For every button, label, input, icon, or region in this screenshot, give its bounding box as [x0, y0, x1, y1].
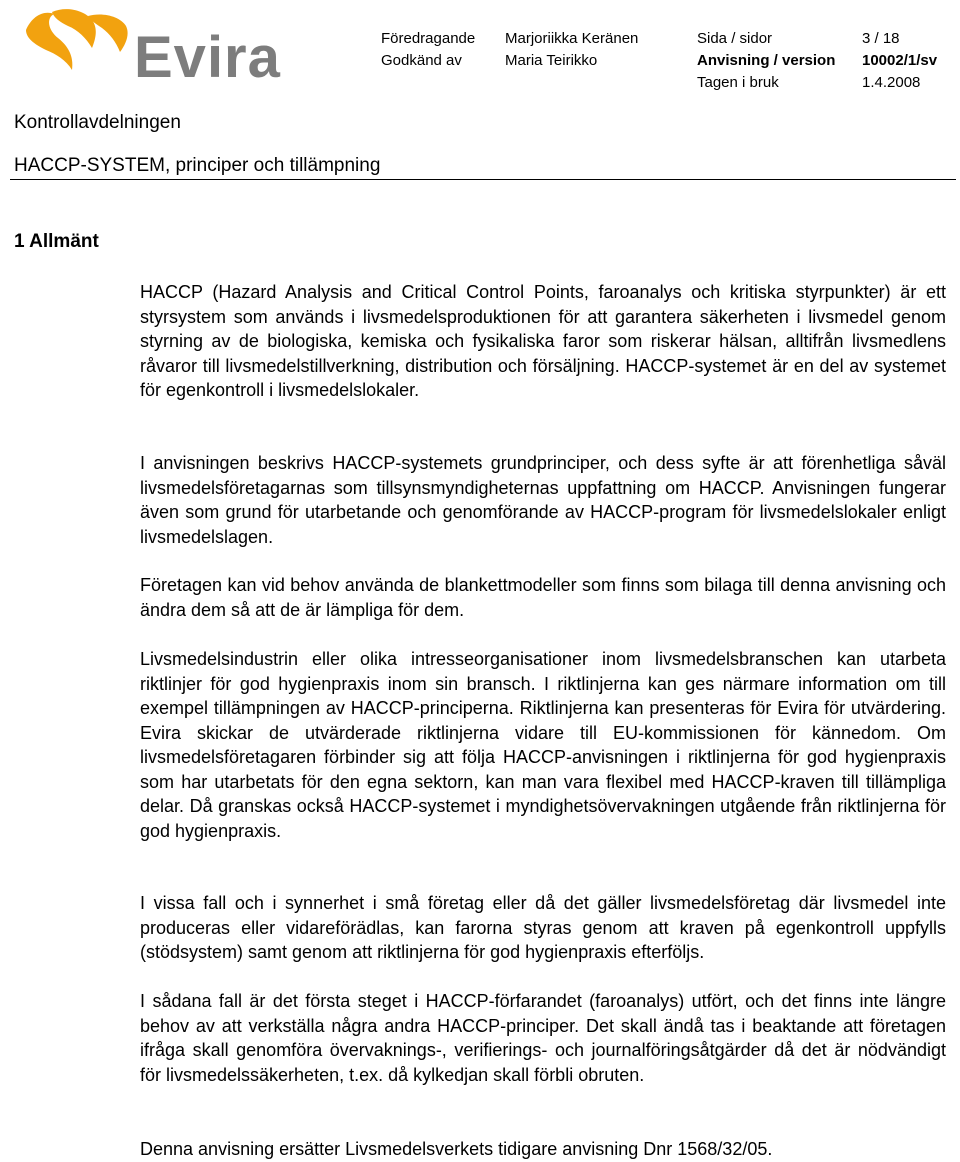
tagen-label: Tagen i bruk — [697, 74, 779, 91]
foredragande-label: Föredragande — [381, 30, 476, 47]
closing-note: Denna anvisning ersätter Livsmedelsverkets tidigare anvisning Dnr 1568/32/05. — [140, 1139, 773, 1159]
paragraph: Företagen kan vid behov använda de blankettmodeller som finns som bilaga till denna anvisning och ändra dem så att de är lämpliga för dem. — [140, 575, 946, 620]
paragraph: I vissa fall och i synnerhet i små företag eller då det gäller livsmedelsföretag där livsmedel inte produceras eller vidareförädlas, kan farorna styras genom att kraven på egenkontroll uppfylls (stödsystem) samt genom att riktlinjerna för god hygienpraxis efterföljs. — [140, 893, 946, 962]
sida-label: Sida / sidor — [697, 30, 773, 47]
foredragande-value: Marjoriikka Keränen — [505, 30, 639, 47]
document-subject: HACCP-SYSTEM, principer och tillämpning — [14, 155, 381, 176]
anvisning-label: Anvisning / version — [697, 52, 836, 69]
sida-value: 3 / 18 — [862, 30, 900, 47]
tagen-value: 1.4.2008 — [862, 74, 921, 91]
paragraph: Livsmedelsindustrin eller olika intresseorganisationer inom livsmedelsbranschen kan utarbeta riktlinjer för god hygienpraxis inom sin bransch. I riktlinjerna kan ges närmare information om till exempel tillämpningen av HACCP-principerna. Riktlinjerna kan presenteras för Evira för utvärdering. Evira skickar de utvärderade riktlinjerna vidare till EU-kommissionen för kännedom. Om livsmedelsföretagaren förbinder sig att följa HACCP-anvisningen i riktlinjerna för god hygienpraxis som har utarbetats för den egna sektorn, kan man vara flexibel med HACCP-kraven till tillämpliga delar. Då granskas också HACCP-systemet i myndighetsövervakningen utgående från riktlinjerna för god hygienpraxis. — [140, 649, 946, 841]
godkand-label: Godkänd av — [381, 52, 462, 69]
evira-logo — [22, 8, 282, 88]
paragraph: I sådana fall är det första steget i HACCP-förfarandet (faroanalys) utfört, och det finns inte längre behov av att verkställa några andra HACCP-principer. Det skall ändå tas i beaktande att företagen ifråga skall genomföra övervaknings-, verifierings- och journalföringsåtgärder då det är nödvändigt för livsmedelssäkerheten, t.ex. då kylkedjan skall förbli obruten. — [140, 991, 946, 1085]
godkand-value: Maria Teirikko — [505, 52, 598, 69]
header-divider — [10, 179, 956, 180]
paragraph: HACCP (Hazard Analysis and Critical Control Points, faroanalys och kritiska styrpunkter) är ett styrsystem som används i livsmedelsproduktionen för att garantera säkerheten i livsmedel genom styrning av de biologiska, kemiska och fysikaliska faror som riskerar hälsan, alltifrån livsmedlens råvaror till livsmedelstillverkning, distribution och försäljning. HACCP-systemet är en del av systemet för egenkontroll i livsmedelslokaler. — [140, 282, 946, 400]
section-title: 1 Allmänt — [14, 231, 99, 252]
anvisning-value: 10002/1/sv — [862, 52, 938, 69]
department-name: Kontrollavdelningen — [14, 112, 181, 133]
paragraph: I anvisningen beskrivs HACCP-systemets grundprinciper, och dess syfte är att förenhetliga såväl livsmedelsföretagarnas som tillsynsmyndigheternas uppfattning om HACCP. Anvisningen fungerar även som grund för utarbetande och genomförande av HACCP-program för livsmedelslokaler enligt livsmedelslagen. — [140, 453, 946, 547]
logo-text: Evira — [134, 25, 281, 90]
